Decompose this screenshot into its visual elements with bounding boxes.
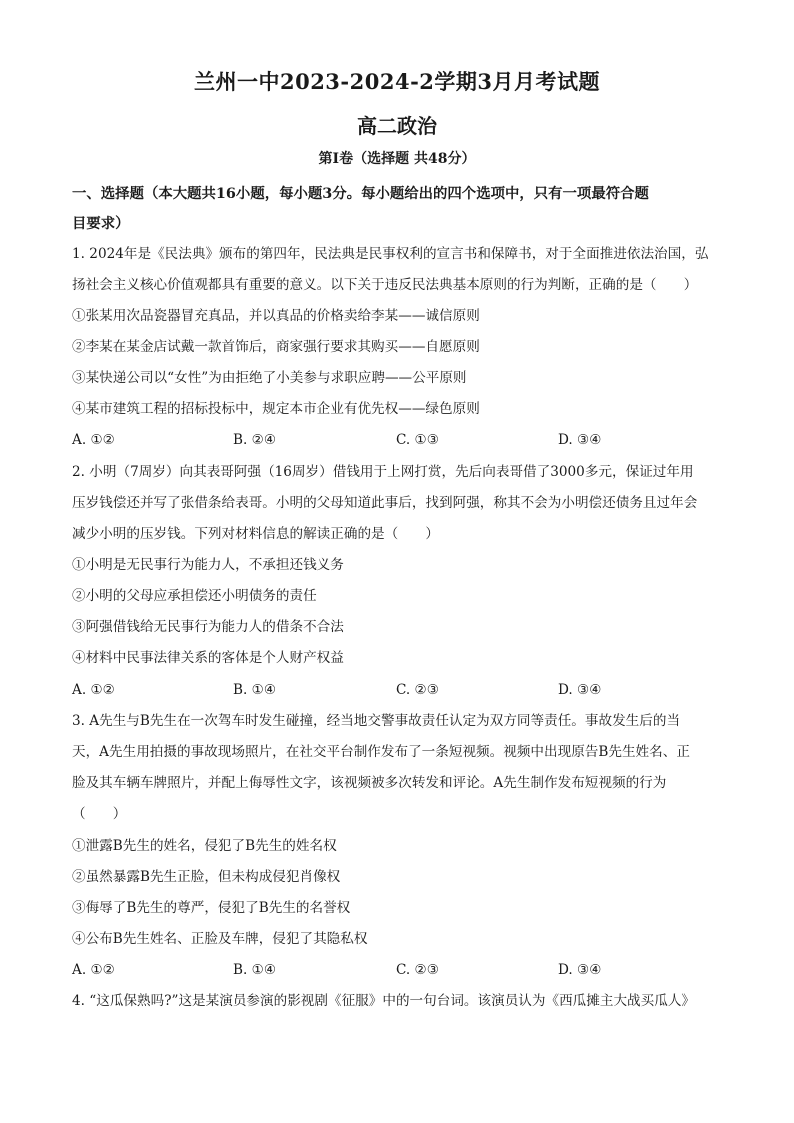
q2-stem-line2: 压岁钱偿还并写了张借条给表哥。小明的父母知道此事后，找到阿强，称其不会为小明偿还债务且过年会 bbox=[72, 495, 698, 511]
q1-option-b: B. ②④ bbox=[233, 432, 277, 448]
q2-statement-4: ④材料中民事法律关系的客体是个人财产权益 bbox=[72, 650, 344, 666]
q2-statement-3: ③阿强借钱给无民事行为能力人的借条不合法 bbox=[72, 619, 344, 635]
q3-stem-line4: （ ） bbox=[72, 806, 127, 822]
exam-title: 兰州一中2023-2024-2学期3月月考试题 bbox=[193, 69, 601, 94]
q1-statement-2: ②李某在某金店试戴一款首饰后，商家强行要求其购买——自愿原则 bbox=[72, 339, 480, 355]
q1-statement-1: ①张某用次品瓷器冒充真品，并以真品的价格卖给李某——诚信原则 bbox=[72, 308, 480, 324]
q1-statement-4: ④某市建筑工程的招标投标中，规定本市企业有优先权——绿色原则 bbox=[72, 401, 480, 417]
q2-stem-line3: 减少小明的压岁钱。下列对材料信息的解读正确的是（ ） bbox=[72, 526, 440, 542]
q3-option-c: C. ②③ bbox=[396, 962, 439, 978]
q2-option-c: C. ②③ bbox=[396, 682, 439, 698]
q2-option-d: D. ③④ bbox=[558, 682, 602, 698]
q1-stem-line1: 1. 2024年是《民法典》颁布的第四年，民法典是民事权利的宣言书和保障书，对于全面推进依法治国，弘 bbox=[72, 246, 709, 262]
q2-stem-line1: 2. 小明（7周岁）向其表哥阿强（16周岁）借钱用于上网打赏，先后向表哥借了3000多元，保证过年用 bbox=[72, 464, 694, 480]
q2-option-a: A. ①② bbox=[72, 682, 115, 698]
q3-statement-4: ④公布B先生姓名、正脸及车牌，侵犯了其隐私权 bbox=[72, 931, 368, 947]
q3-stem-line3: 脸及其车辆车牌照片，并配上侮辱性文字，该视频被多次转发和评论。A先生制作发布短视频的行为 bbox=[72, 775, 667, 791]
section-heading-line1: 一、选择题（本大题共16小题，每小题3分。每小题给出的四个选项中，只有一项最符合题 bbox=[72, 185, 649, 202]
q3-stem-line2: 天，A先生用拍摄的事故现场照片，在社交平台制作发布了一条短视频。视频中出现原告B先生姓名、正 bbox=[72, 744, 690, 760]
q3-option-a: A. ①② bbox=[72, 962, 115, 978]
exam-subject: 高二政治 bbox=[357, 114, 437, 138]
q2-statement-2: ②小明的父母应承担偿还小明债务的责任 bbox=[72, 588, 317, 604]
section-heading-line2: 目要求） bbox=[72, 215, 130, 232]
q3-option-d: D. ③④ bbox=[558, 962, 602, 978]
q3-statement-1: ①泄露B先生的姓名，侵犯了B先生的姓名权 bbox=[72, 838, 337, 854]
q1-option-d: D. ③④ bbox=[558, 432, 602, 448]
q3-option-b: B. ①④ bbox=[233, 962, 277, 978]
q3-statement-3: ③侮辱了B先生的尊严，侵犯了B先生的名誉权 bbox=[72, 900, 351, 916]
q1-statement-3: ③某快递公司以“女性”为由拒绝了小美参与求职应聘——公平原则 bbox=[72, 370, 467, 386]
q2-statement-1: ①小明是无民事行为能力人，不承担还钱义务 bbox=[72, 557, 344, 573]
q1-option-c: C. ①③ bbox=[396, 432, 439, 448]
q3-stem-line1: 3. A先生与B先生在一次驾车时发生碰撞，经当地交警事故责任认定为双方同等责任。事故发生后的当 bbox=[72, 713, 681, 729]
q1-stem-line2: 扬社会主义核心价值观都具有重要的意义。以下关于违反民法典基本原则的行为判断，正确的是（ ） bbox=[72, 277, 698, 293]
q1-option-a: A. ①② bbox=[72, 432, 115, 448]
q4-stem-line1: 4. “这瓜保熟吗?”这是某演员参演的影视剧《征服》中的一句台词。该演员认为《西瓜摊主大战买瓜人》 bbox=[72, 993, 696, 1009]
q2-option-b: B. ①④ bbox=[233, 682, 277, 698]
q3-statement-2: ②虽然暴露B先生正脸，但未构成侵犯肖像权 bbox=[72, 869, 341, 885]
exam-part: 第Ⅰ卷（选择题 共48分） bbox=[318, 151, 476, 167]
